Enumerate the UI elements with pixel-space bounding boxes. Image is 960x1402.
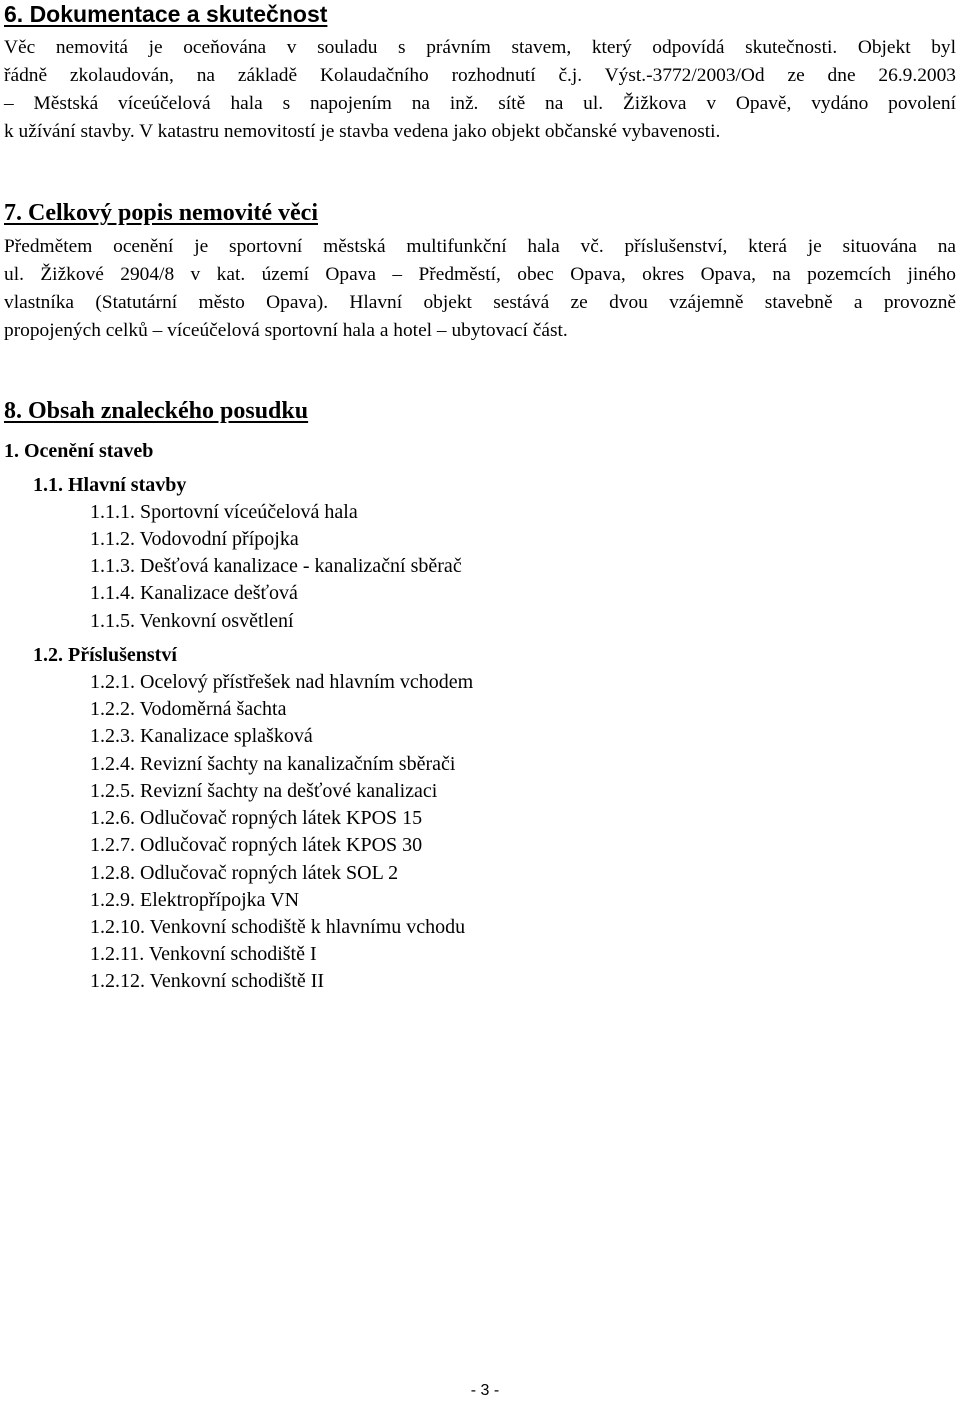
section-6-heading: 6. Dokumentace a skutečnost [4,1,328,27]
section-contents [4,396,956,426]
toc-item: 1.2.2. Vodoměrná šachta [90,698,287,720]
toc-item: 1.1.1. Sportovní víceúčelová hala [90,501,358,523]
toc-item: 1.2.6. Odlučovač ropných látek KPOS 15 [90,807,423,829]
paragraph-line: k užívání stavby. V katastru nemovitostí je stavba vedena jako objekt občanské vybavenosti. [4,121,721,142]
toc-item: 1.2.12. Venkovní schodiště II [90,970,325,992]
toc-group-main-buildings: 1.1. Hlavní stavby [33,474,187,496]
toc-item: 1.2.5. Revizní šachty na dešťové kanalizaci [90,780,438,802]
paragraph-line: propojených celků – víceúčelová sportovní hala a hotel – ubytovací část. [4,320,568,341]
toc-level-1: 1. Ocenění staveb [4,440,154,462]
paragraph-line: – Městská víceúčelová hala s napojením na inž. sítě na ul. Žižkova v Opavě, vydáno povolení [4,93,956,114]
toc-item: 1.2.7. Odlučovač ropných látek KPOS 30 [90,834,423,856]
toc-item: 1.1.2. Vodovodní přípojka [90,528,299,550]
toc-item: 1.2.1. Ocelový přístřešek nad hlavním vchodem [90,671,474,693]
toc-item: 1.2.8. Odlučovač ropných látek SOL 2 [90,862,399,884]
section-6-body [4,34,956,146]
section-7-paragraph [4,233,956,345]
section-documentation [4,0,956,28]
paragraph-line: Věc nemovitá je oceňována v souladu s právním stavem, který odpovídá skutečnosti. Objekt byl [4,37,956,58]
section-8-heading: 8. Obsah znaleckého posudku [4,398,309,424]
toc-item: 1.2.11. Venkovní schodiště I [90,943,317,965]
page-footer [0,1381,960,1401]
toc-item: 1.2.4. Revizní šachty na kanalizačním sběrači [90,753,456,775]
toc-item: 1.2.3. Kanalizace splašková [90,725,313,747]
section-6-paragraph [4,34,956,146]
toc-item: 1.1.3. Dešťová kanalizace - kanalizační sběrač [90,555,462,577]
paragraph-line: řádně zkolaudován, na základě Kolaudačního rozhodnutí č.j. Výst.-3772/2003/Od ze dne 26.9.2003 [4,65,956,86]
toc-item: 1.2.9. Elektropřípojka VN [90,889,300,911]
toc-group-accessories: 1.2. Příslušenství [33,644,177,666]
toc-item: 1.2.10. Venkovní schodiště k hlavnímu vchodu [90,916,466,938]
toc-item: 1.1.5. Venkovní osvětlení [90,610,294,632]
section-7-heading: 7. Celkový popis nemovité věci [4,200,318,226]
page-number: - 3 - [470,1382,500,1399]
section-7-body [4,233,956,345]
section-description [4,198,956,228]
paragraph-line: Předmětem ocenění je sportovní městská multifunkční hala vč. příslušenství, která je situována na [4,236,956,257]
paragraph-line: ul. Žižkové 2904/8 v kat. území Opava – Předměstí, obec Opava, okres Opava, na pozemcích jiného [4,264,956,285]
toc-item: 1.1.4. Kanalizace dešťová [90,582,298,604]
paragraph-line: vlastníka (Statutární město Opava). Hlavní objekt sestává ze dvou vzájemně stavebně a provozně [4,292,956,313]
